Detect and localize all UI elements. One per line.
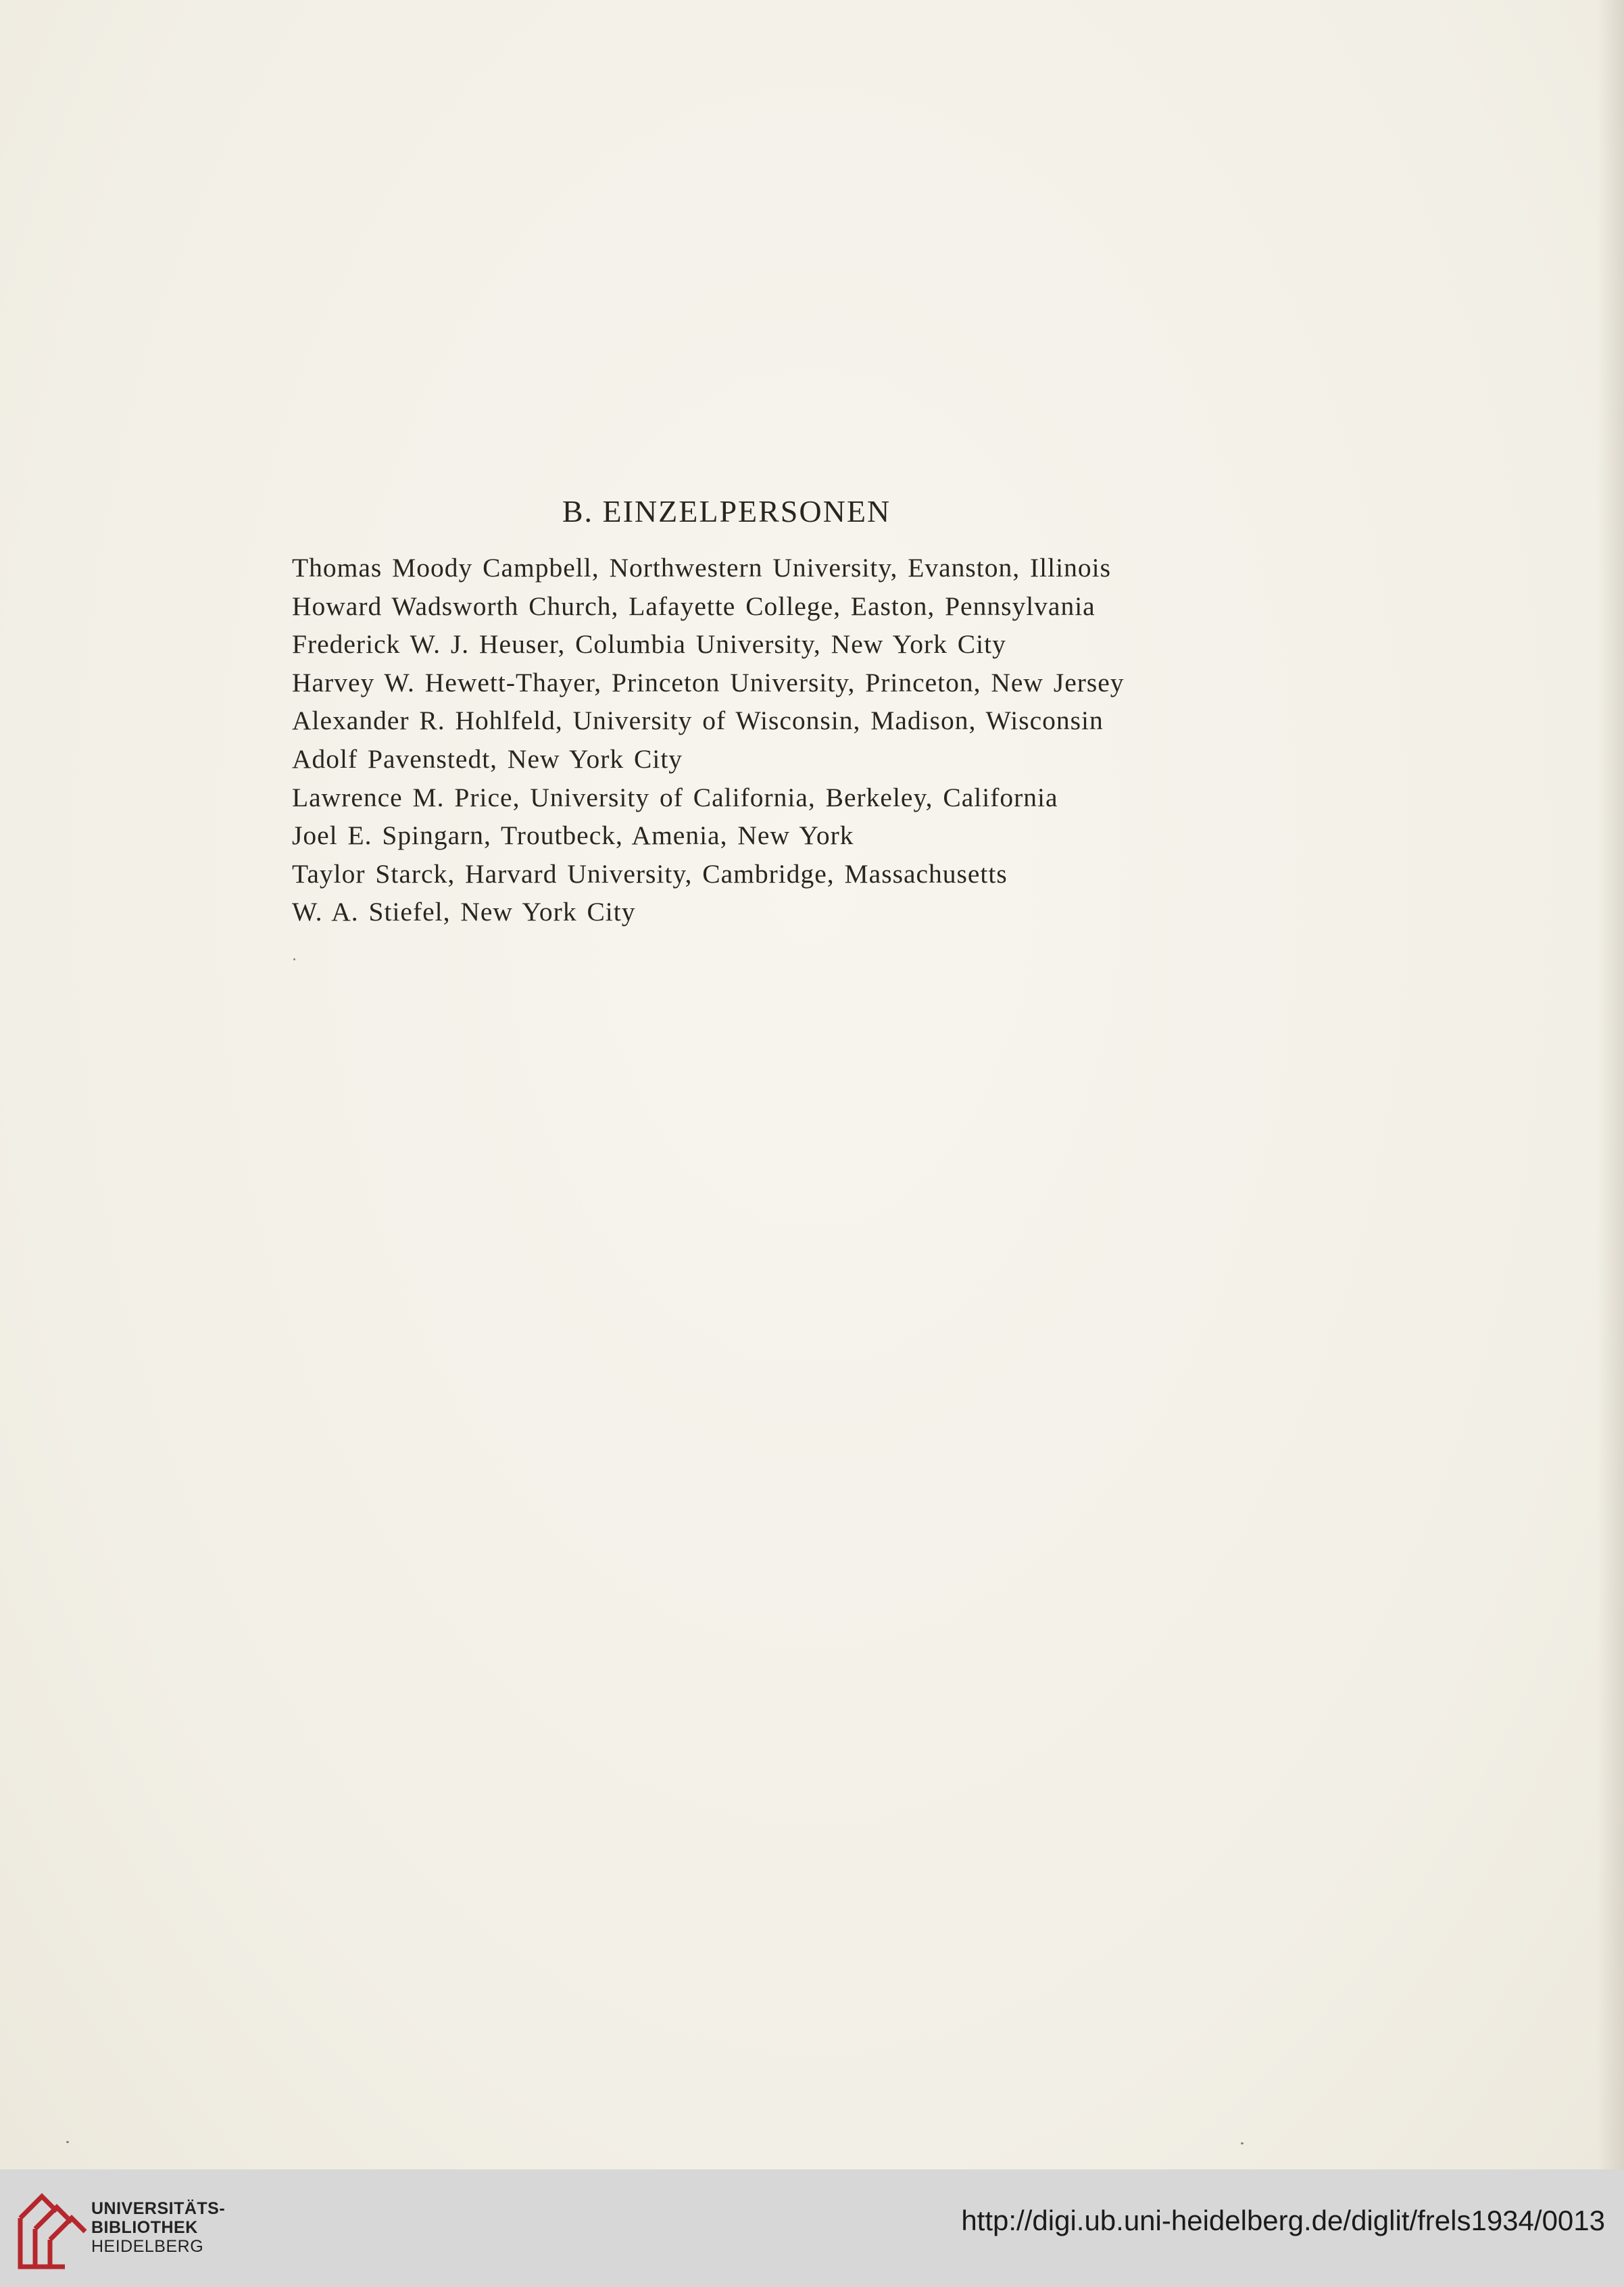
- member-list: [292, 549, 1125, 931]
- library-logo-text: [91, 2199, 225, 2256]
- list-item: Alexander R. Hohlfeld, University of Wisconsin, Madison, Wisconsin: [292, 706, 1104, 736]
- page-heading: B. EINZELPERSONEN: [562, 494, 891, 528]
- library-footer-bar: [0, 2169, 1624, 2287]
- paper-speck: [66, 2141, 69, 2143]
- library-logo-icon: [15, 2191, 89, 2272]
- page-edge-shadow: [1597, 0, 1624, 2169]
- permalink-url[interactable]: http://digi.ub.uni-heidelberg.de/diglit/frels1934/0013: [961, 2205, 1605, 2236]
- list-item: Lawrence M. Price, University of California, Berkeley, California: [292, 782, 1058, 812]
- list-item: Thomas Moody Campbell, Northwestern University, Evanston, Illinois: [292, 553, 1111, 583]
- paper-speck: [293, 958, 295, 960]
- list-item: Joel E. Spingarn, Troutbeck, Amenia, New York: [292, 820, 854, 851]
- paper-speck: [1241, 2142, 1244, 2144]
- logo-line-3: HEIDELBERG: [91, 2237, 204, 2256]
- list-item: Howard Wadsworth Church, Lafayette College, Easton, Pennsylvania: [292, 591, 1096, 621]
- list-item: Taylor Starck, Harvard University, Cambridge, Massachusetts: [292, 858, 1008, 889]
- logo-line-2: BIBLIOTHEK: [91, 2218, 198, 2237]
- list-item: Frederick W. J. Heuser, Columbia University, New York City: [292, 629, 1006, 660]
- list-item: Harvey W. Hewett-Thayer, Princeton University, Princeton, New Jersey: [292, 667, 1125, 697]
- list-item: Adolf Pavenstedt, New York City: [292, 743, 683, 774]
- logo-line-1: UNIVERSITÄTS-: [91, 2199, 226, 2218]
- list-item: W. A. Stiefel, New York City: [292, 897, 636, 927]
